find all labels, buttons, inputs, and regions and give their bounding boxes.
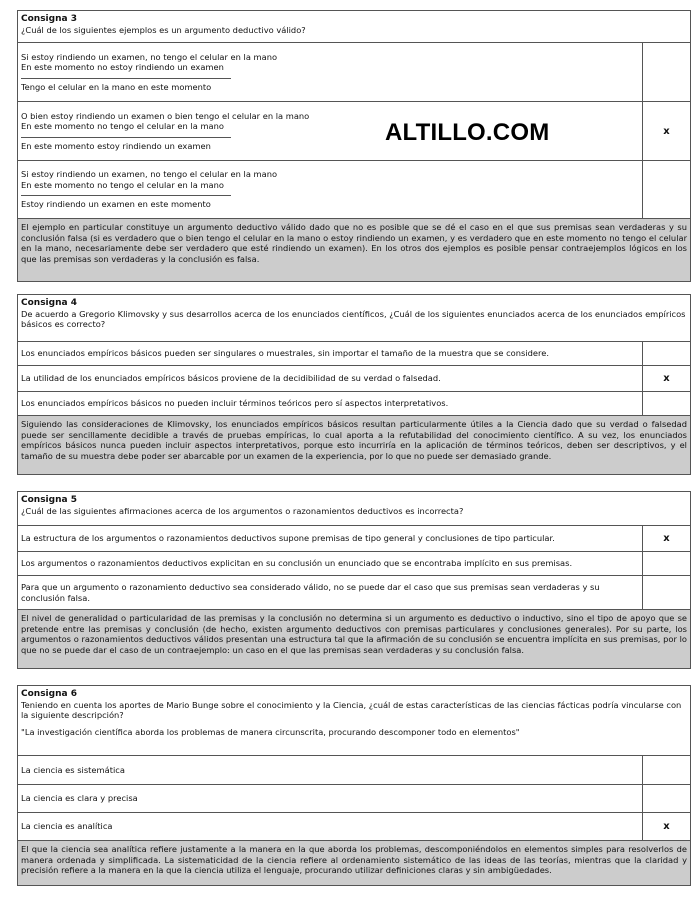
option-row[interactable] <box>18 392 690 416</box>
conclusion-divider <box>21 78 231 79</box>
option-text: La ciencia es analítica <box>21 821 113 832</box>
option-text: La ciencia es sistemática <box>21 764 125 775</box>
answer-mark-cell: x <box>642 526 690 551</box>
premise-1: Si estoy rindiendo un examen, no tengo el celular en la mano <box>21 169 278 180</box>
option-row[interactable] <box>18 813 690 841</box>
option-row[interactable] <box>18 161 690 219</box>
answer-mark-cell: x <box>642 366 690 391</box>
option-row[interactable] <box>18 576 690 610</box>
consigna-5-question: ¿Cuál de las siguientes afirmaciones acerca de los argumentos o razonamientos deductivos es incorrecta? <box>21 505 464 516</box>
consigna-4-title: Consigna 4 <box>21 298 77 308</box>
consigna-3-explanation: El ejemplo en particular constituye un argumento deductivo válido dado que no es posible que se dé el caso en el que sus premisas sean verdaderas y su conclusión falsa (si es verdadero que o bien tengo el celular en la mano o estoy rindiendo un examen, y es verdadero que en este momento no tengo el celular en la mano, necesariamente debe ser verdadero que esté rindiendo un examen). En los otros dos ejemplos es posible pensar contraejemplos lógicos en los que las premisas son verdaderas y la conclusión es falsa. <box>18 219 690 281</box>
consigna-3-title: Consigna 3 <box>21 14 77 24</box>
option-row[interactable] <box>18 43 690 102</box>
consigna-5-explanation: El nivel de generalidad o particularidad de las premisas y la conclusión no determina si un argumento es deductivo o inductivo, sino el tipo de apoyo que se pretende entre las premisas y conclusión (de hecho, existen argumento deductivos con premisas particulares y conclusiones generales). Por su parte, los argumentos o razonamientos deductivos válidos presentan una estructura tal que la afirmación de su conclusión se encuentra implícita en sus premisas, por lo que no se puede dar el caso de un contraejemplo: un caso en el que las premisas sean verdaderas y su conclusión falsa. <box>18 610 690 668</box>
conclusion-divider <box>21 137 231 138</box>
consigna-4-question: De acuerdo a Gregorio Klimovsky y sus desarrollos acerca de los enunciados científicos, ¿Cuál de los siguientes enunciados acerca de los enunciados empíricos básicos es correcto? <box>21 308 686 329</box>
answer-mark-cell <box>642 785 690 812</box>
consigna-6-quote: "La investigación científica aborda los problemas de manera circunscrita, procurando descomponer todo en elementos" <box>21 726 520 737</box>
option-text <box>18 161 642 218</box>
option-row[interactable] <box>18 756 690 785</box>
consigna-4 <box>17 294 691 475</box>
premise-2: En este momento no tengo el celular en la mano <box>21 179 224 190</box>
premise-1: Si estoy rindiendo un examen, no tengo el celular en la mano <box>21 51 278 62</box>
option-row[interactable] <box>18 366 690 392</box>
consigna-6-title: Consigna 6 <box>21 689 77 699</box>
answer-mark-cell <box>642 161 690 218</box>
option-text: Los enunciados empíricos básicos no pueden incluir términos teóricos pero sí aspectos interpretativos. <box>21 398 449 409</box>
consigna-3-header <box>18 11 690 43</box>
answer-mark-cell <box>642 342 690 365</box>
option-text: La estructura de los argumentos o razonamientos deductivos supone premisas de tipo general y conclusiones de tipo particular. <box>21 533 555 544</box>
option-row[interactable] <box>18 342 690 366</box>
consigna-4-header <box>18 295 690 342</box>
watermark: ALTILLO.COM <box>385 119 550 146</box>
answer-mark-cell <box>642 392 690 415</box>
answer-mark-cell: x <box>642 102 690 160</box>
conclusion: Estoy rindiendo un examen en este momento <box>21 199 211 210</box>
option-text: Los enunciados empíricos básicos pueden ser singulares o muestrales, sin importar el tamaño de la muestra que se considere. <box>21 348 549 359</box>
consigna-5-title: Consigna 5 <box>21 495 77 505</box>
answer-mark-cell <box>642 576 690 609</box>
consigna-4-explanation: Siguiendo las consideraciones de Klimovsky, los enunciados empíricos básicos resultan particularmente útiles a la Ciencia dado que su verdad o falsedad puede ser sencillamente decidible a través de pruebas empíricas, lo cual aporta a la refutabilidad del conocimiento científico. A su vez, los enunciados empíricos básicos nunca pueden incluir aspectos interpretativos, porque esto incurriría en la aplicación de términos teóricos, deben ser descriptivos, y el tamaño de su muestra debe poder ser abarcable por un examen de la experiencia, por lo que no puede ser demasiado grande. <box>18 416 690 474</box>
consigna-5 <box>17 491 691 669</box>
option-row[interactable] <box>18 526 690 552</box>
consigna-6 <box>17 685 691 886</box>
premise-2: En este momento no estoy rindiendo un examen <box>21 62 224 73</box>
conclusion: En este momento estoy rindiendo un examen <box>21 140 211 151</box>
option-row[interactable] <box>18 785 690 813</box>
answer-mark-cell <box>642 552 690 575</box>
answer-mark-cell <box>642 43 690 101</box>
answer-mark-cell: x <box>642 813 690 840</box>
conclusion-divider <box>21 195 231 196</box>
answer-mark-cell <box>642 756 690 784</box>
conclusion: Tengo el celular en la mano en este momento <box>21 81 212 92</box>
consigna-6-header <box>18 686 690 756</box>
consigna-5-header <box>18 492 690 526</box>
consigna-3 <box>17 10 691 282</box>
option-row[interactable] <box>18 102 690 161</box>
option-text: Los argumentos o razonamientos deductivos explicitan en su conclusión un enunciado que se encontraba implícito en sus premisas. <box>21 558 573 569</box>
consigna-6-explanation: El que la ciencia sea analítica refiere justamente a la manera en la que aborda los problemas, descomponiéndolos en elementos simples para resolverlos de manera ordenada y simplificada. La sistematicidad de la ciencia refiere al ordenamiento sistemático de las ideas de las teorías, mientras que la claridad y precisión refiere a la manera en la que la ciencia utiliza el lenguaje, procurando utilizar definiciones claras y sin ambigüedades. <box>18 841 690 885</box>
option-text: Para que un argumento o razonamiento deductivo sea considerado válido, no se puede dar el caso que sus premisas sean verdaderas y su conclusión falsa. <box>21 582 600 603</box>
option-text: La utilidad de los enunciados empíricos básicos proviene de la decidibilidad de su verdad o falsedad. <box>21 373 441 384</box>
option-text <box>18 43 642 101</box>
consigna-6-question: Teniendo en cuenta los aportes de Mario Bunge sobre el conocimiento y la Ciencia, ¿cuál de estas características de las ciencias fácticas podría vincularse con la siguiente descripción? <box>21 699 682 720</box>
premise-2: En este momento no tengo el celular en la mano <box>21 121 224 132</box>
option-text: La ciencia es clara y precisa <box>21 793 138 804</box>
option-row[interactable] <box>18 552 690 576</box>
consigna-3-question: ¿Cuál de los siguientes ejemplos es un argumento deductivo válido? <box>21 24 306 35</box>
premise-1: O bien estoy rindiendo un examen o bien tengo el celular en la mano <box>21 110 310 121</box>
